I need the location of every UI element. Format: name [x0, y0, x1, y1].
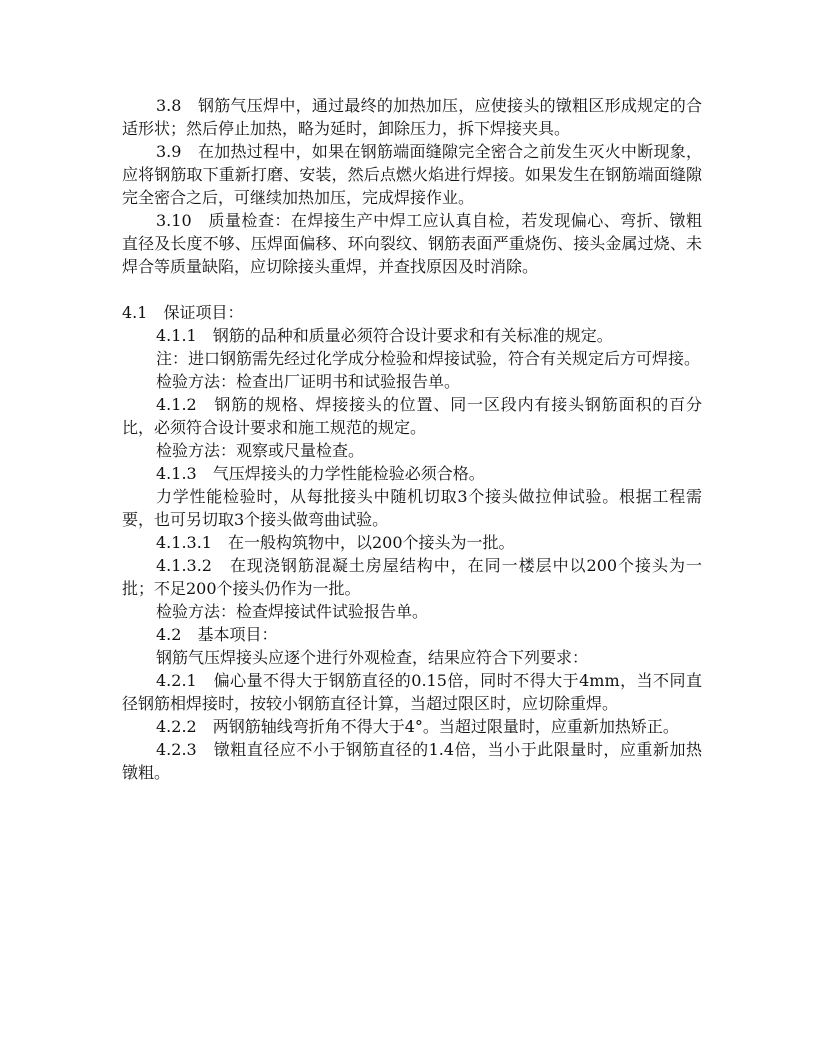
section-gap	[122, 278, 702, 301]
paragraph-inspection-method-1: 检验方法：检查出厂证明书和试验报告单。	[156, 372, 461, 391]
document-body	[122, 94, 702, 784]
paragraph-4-1-2: 4.1.2 钢筋的规格、焊接接头的位置、同一区段内有接头钢筋面积的百分比，必须符合设计要求和施工规范的规定。	[122, 395, 702, 437]
paragraph-4-2: 4.2 基本项目：	[156, 625, 278, 644]
paragraph-4-2-3: 4.2.3 镦粗直径应不小于钢筋直径的1.4倍，当小于此限量时，应重新加热镦粗。	[122, 740, 702, 782]
paragraph-4-2-2: 4.2.2 两钢筋轴线弯折角不得大于4°。当超过限量时，应重新加热矫正。	[156, 717, 679, 736]
paragraph-3-10: 3.10 质量检查：在焊接生产中焊工应认真自检，若发现偏心、弯折、镦粗直径及长度不够、压焊面偏移、环向裂纹、钢筋表面严重烧伤、接头金属过烧、未焊合等质量缺陷，应切除接头重焊，并查找原因及时消除。	[122, 211, 702, 276]
paragraph-appearance-check: 钢筋气压焊接头应逐个进行外观检查，结果应符合下列要求：	[156, 648, 589, 667]
paragraph-3-8: 3.8 钢筋气压焊中，通过最终的加热加压，应使接头的镦粗区形成规定的合适形状；然后停止加热，略为延时，卸除压力，拆下焊接夹具。	[122, 96, 702, 138]
paragraph-4-2-1: 4.2.1 偏心量不得大于钢筋直径的0.15倍，同时不得大于4mm，当不同直径钢筋相焊接时，按较小钢筋直径计算，当超过限区时，应切除重焊。	[122, 671, 702, 713]
paragraph-note: 注：进口钢筋需先经过化学成分检验和焊接试验，符合有关规定后方可焊接。	[156, 349, 701, 368]
paragraph-4-1-3-1: 4.1.3.1 在一般构筑物中，以200个接头为一批。	[156, 533, 515, 552]
paragraph-inspection-method-3: 检验方法：检查焊接试件试验报告单。	[156, 602, 429, 621]
paragraph-4-1-3: 4.1.3 气压焊接头的力学性能检验必须合格。	[156, 464, 485, 483]
section-heading-4-1: 4.1 保证项目：	[122, 303, 244, 322]
paragraph-3-9: 3.9 在加热过程中，如果在钢筋端面缝隙完全密合之前发生灭火中断现象，应将钢筋取下重新打磨、安装，然后点燃火焰进行焊接。如果发生在钢筋端面缝隙完全密合之后，可继续加热加压，完成焊接作业。	[122, 142, 702, 207]
paragraph-inspection-method-2: 检验方法：观察或尺量检查。	[156, 441, 365, 460]
paragraph-mechanical-test: 力学性能检验时，从每批接头中随机切取3个接头做拉伸试验。根据工程需要，也可另切取3个接头做弯曲试验。	[122, 487, 702, 529]
paragraph-4-1-3-2: 4.1.3.2 在现浇钢筋混凝土房屋结构中，在同一楼层中以200个接头为一批；不足200个接头仍作为一批。	[122, 556, 702, 598]
paragraph-4-1-1: 4.1.1 钢筋的品种和质量必须符合设计要求和有关标准的规定。	[156, 326, 613, 345]
